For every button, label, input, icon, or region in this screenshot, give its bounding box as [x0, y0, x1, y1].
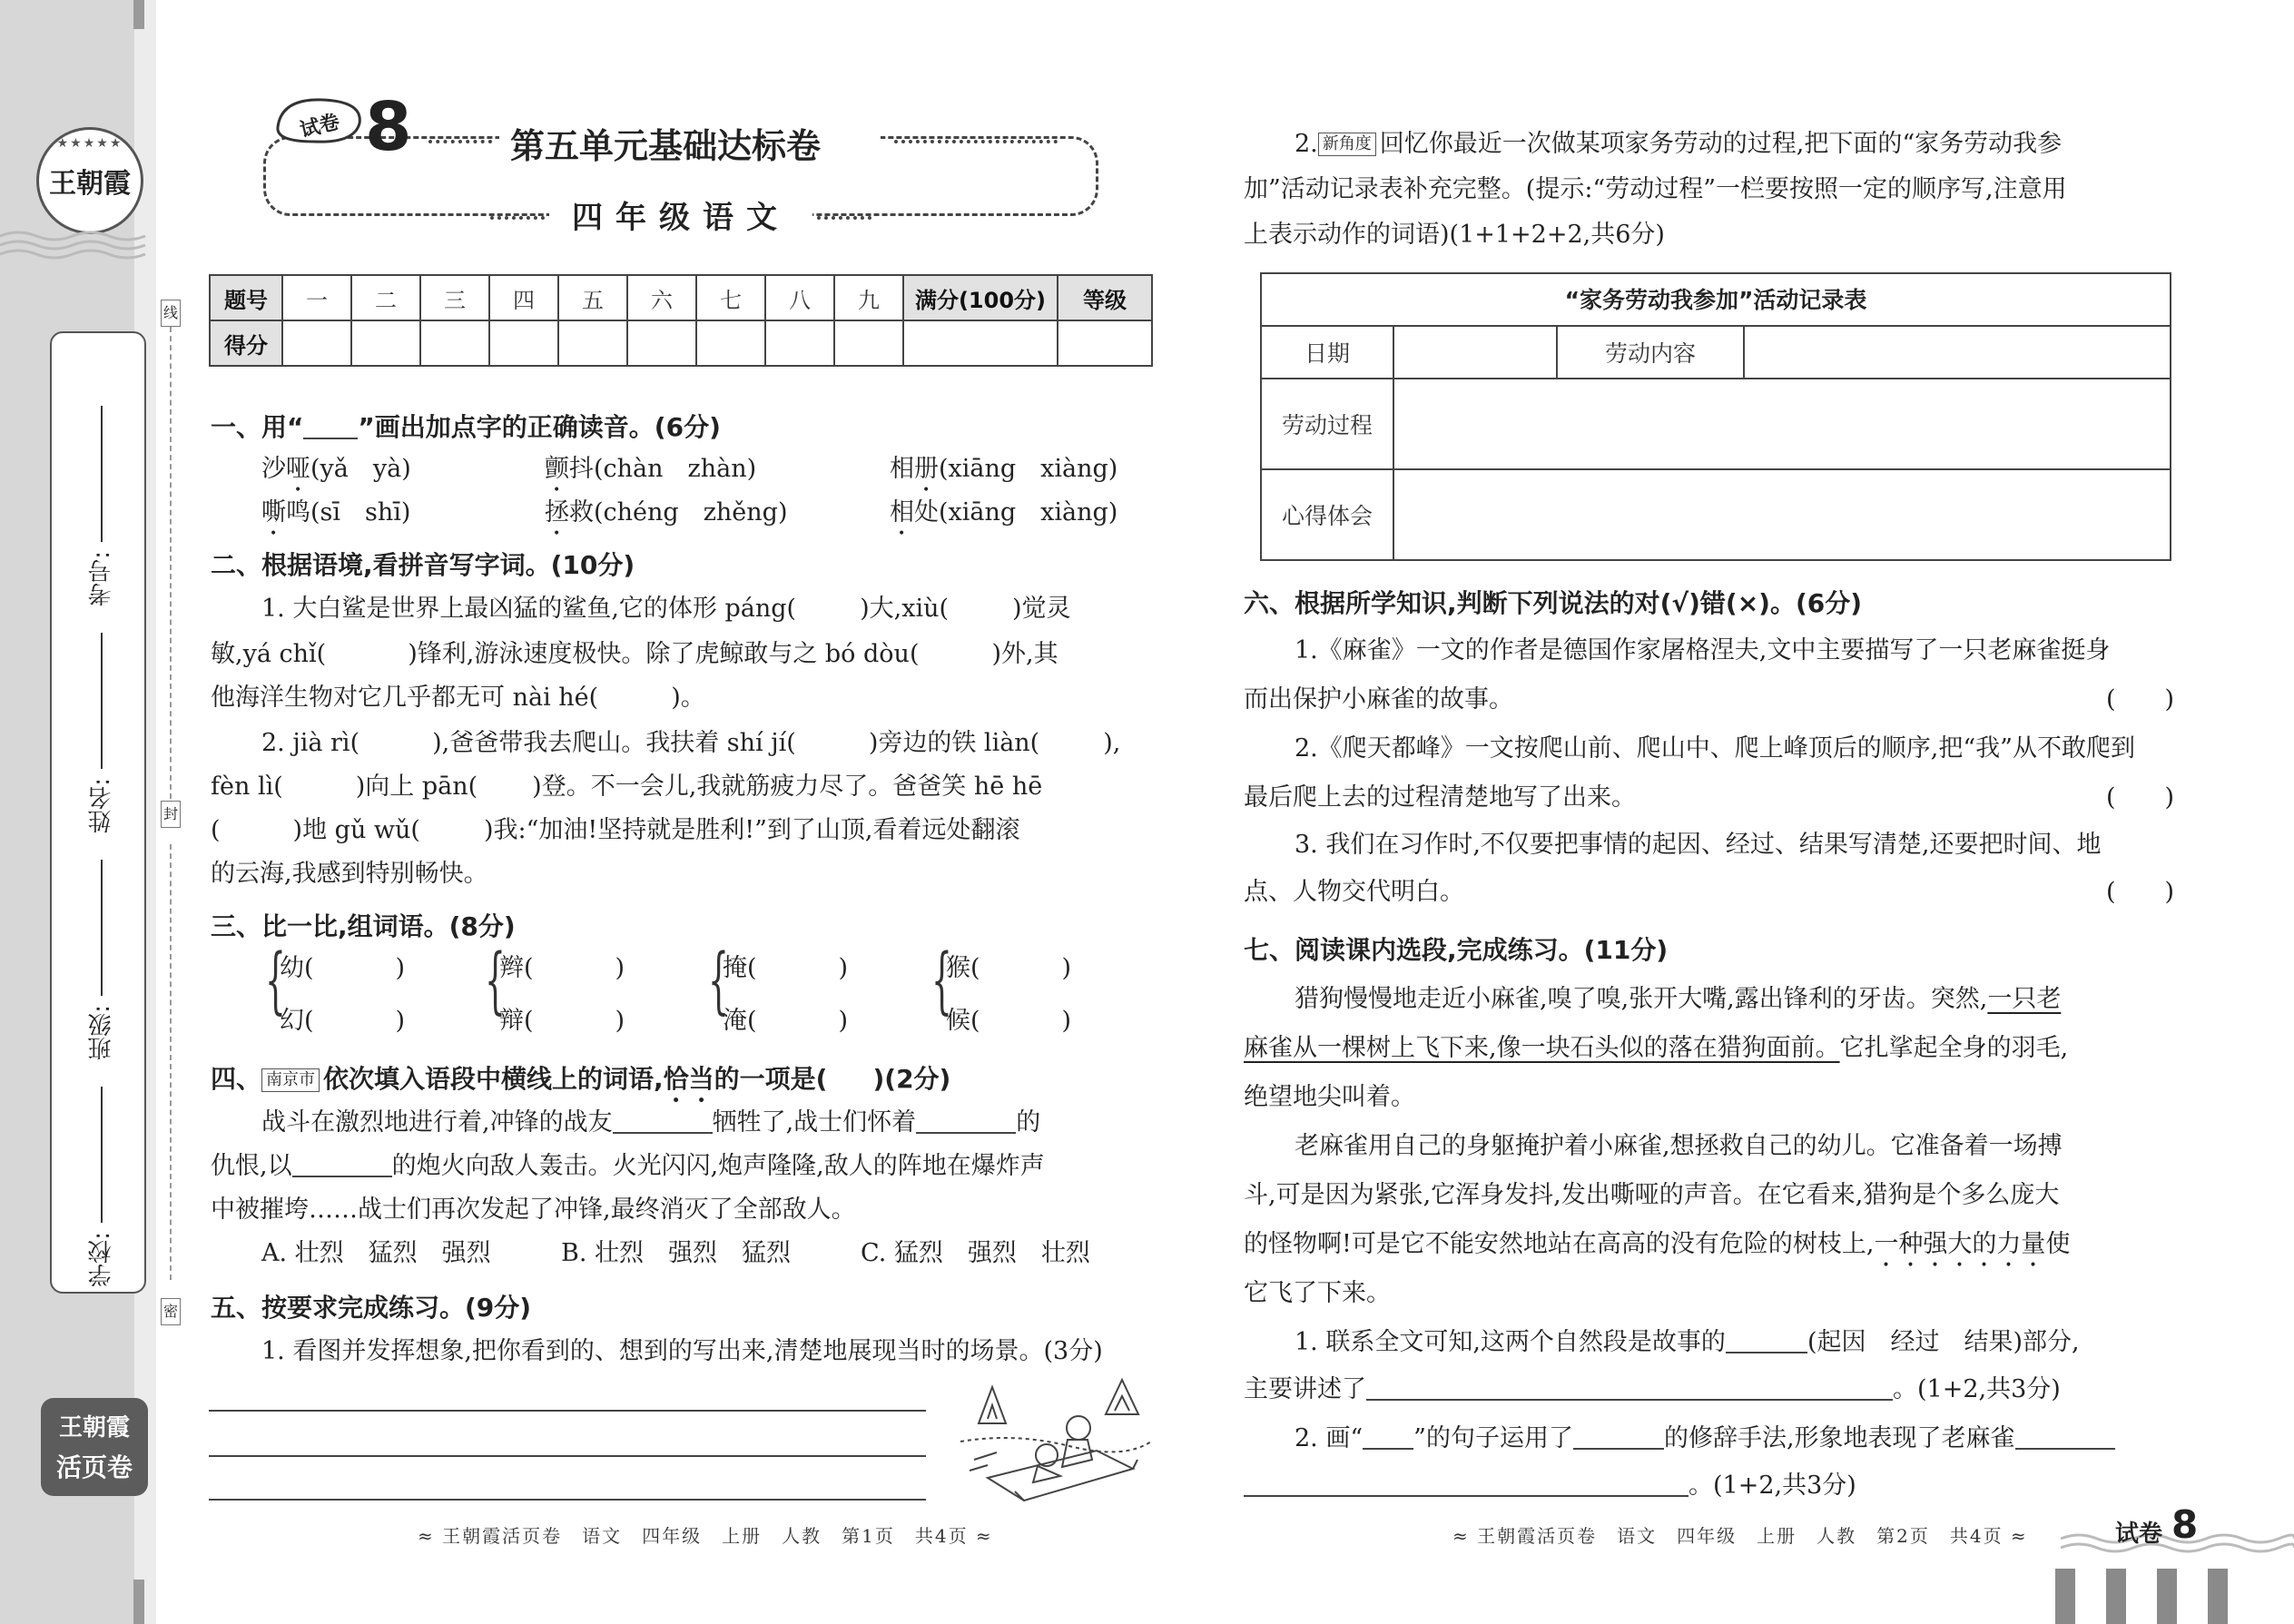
q3-close: ) — [1061, 1007, 1072, 1035]
q2-line — [211, 770, 1042, 804]
q3-heading: 三、比一比,组词语。(8分) — [211, 911, 516, 941]
q7-text: 的怪物啊!可是它不能安然地站在高高的没有危险的树枝上, — [1244, 1230, 1875, 1258]
q7-passage-line: 绝望地尖叫着。 — [1244, 1083, 1415, 1111]
class-label: 班级: — [88, 1005, 115, 1060]
q2-text: 2. jià rì( — [261, 729, 360, 757]
brace-icon: { — [264, 938, 286, 1022]
q7-question-1 — [1295, 1325, 2080, 1360]
q3-char: 幻( — [280, 1007, 314, 1035]
q4-line — [261, 1106, 1040, 1140]
fill-line[interactable] — [916, 1108, 1016, 1134]
q4-text: 战斗在激烈地进行着,冲锋的战友 — [261, 1108, 613, 1137]
q7-passage-line: 老麻雀用自己的身躯掩护着小麻雀,想拯救自己的幼儿。它准备着一场搏 — [1295, 1132, 2063, 1160]
q3-word-slot[interactable] — [499, 1004, 625, 1038]
score-header-cell: 八 — [765, 275, 834, 320]
record-row-reflection — [1262, 470, 2170, 559]
q7-text: 主要讲述了 — [1244, 1375, 1366, 1403]
rt-q2-line2: 加”活动记录表补充完整。(提示:“劳动过程”一栏要按照一定的顺序写,注意用 — [1244, 175, 2067, 203]
seal-mark-line: 线 — [161, 300, 181, 327]
q3-char: 幼( — [280, 954, 314, 982]
q1-item-pinyin: (xiāng xiàng) — [939, 455, 1118, 483]
q4-text: 的炮火向敌人轰击。火光闪闪,炮声隆隆,敌人的阵地在爆炸声 — [391, 1152, 1045, 1180]
q2-line — [211, 681, 705, 715]
q3-char: 猴( — [946, 954, 980, 982]
q7-text: (起因 经过 结果)部分, — [1807, 1328, 2080, 1356]
q3-close: ) — [838, 954, 849, 982]
q3-word-slot[interactable] — [280, 1004, 405, 1038]
subtitle-dots-left — [490, 216, 545, 220]
q7-text: 1. 联系全文可知,这两个自然段是故事的 — [1295, 1328, 1726, 1356]
q4-heading-b: 的一项是( — [714, 1064, 828, 1094]
reflection-label: 心得体会 — [1262, 470, 1394, 559]
q6-item3-line2: 点、人物交代明白。 — [1244, 878, 1464, 906]
q7-passage-line — [1295, 982, 2061, 1017]
q1-item-dotted: 拯 — [545, 498, 569, 527]
underline-sample — [303, 414, 358, 439]
score-header-cell: 四 — [489, 275, 558, 320]
q5-item1: 1. 看图并发挥想象,把你看到的、想到的写出来,清楚地展现当时的场景。(3分) — [261, 1337, 1103, 1365]
q1-heading-pre: 一、用“ — [211, 412, 304, 442]
activity-record-table — [1260, 272, 2171, 561]
exam-number-line — [101, 406, 103, 542]
q3-char: 掩( — [723, 954, 757, 982]
score-header-cell: 六 — [627, 275, 696, 320]
judge-blank[interactable]: ( ) — [2106, 685, 2175, 714]
content-input[interactable] — [1745, 327, 2170, 378]
score-input-cell[interactable] — [627, 320, 696, 366]
score-header-cell: 等级 — [1058, 275, 1152, 320]
q4-line: 中被摧垮……战士们再次发起了冲锋,最终消灭了全部敌人。 — [211, 1196, 856, 1224]
record-row-process — [1262, 379, 2170, 470]
reflection-input[interactable] — [1394, 470, 2170, 559]
writing-line[interactable] — [209, 1499, 926, 1501]
seal-mark-seal: 封 — [161, 801, 181, 828]
q3-word-slot[interactable] — [723, 951, 848, 986]
school-line — [101, 1087, 103, 1223]
fill-line[interactable] — [1573, 1424, 1664, 1450]
q2-text: )旁边的铁 liàn( — [868, 729, 1040, 757]
q4-option-a[interactable]: A. 壮烈 猛烈 强烈 — [261, 1239, 491, 1267]
brace-icon: { — [484, 938, 506, 1022]
q2-line — [211, 813, 1019, 848]
score-input-cell[interactable] — [765, 320, 834, 366]
date-label: 日期 — [1262, 327, 1394, 378]
q3-word-slot[interactable] — [946, 951, 1071, 986]
score-header-cell: 九 — [834, 275, 903, 320]
strip-mark-bottom — [133, 1580, 144, 1624]
q4-heading-pre: 四、 — [211, 1064, 262, 1094]
q1-item-dotted: 相 — [890, 498, 914, 527]
sledding-illustration-icon — [960, 1369, 1151, 1505]
q2-heading: 二、根据语境,看拼音写字词。(10分) — [211, 550, 635, 580]
exam-number-field[interactable] — [52, 388, 148, 624]
writing-line[interactable] — [209, 1410, 926, 1412]
title-dots-right — [894, 140, 1058, 143]
rt-q2-line1 — [1295, 127, 2062, 162]
q2-text: ),爸爸带我去爬山。我扶着 shí jí( — [432, 729, 796, 757]
q3-close: ) — [615, 954, 625, 982]
q4-option-b[interactable]: B. 壮烈 强烈 猛烈 — [561, 1239, 792, 1267]
name-label: 姓名: — [88, 778, 115, 833]
q3-word-slot[interactable] — [946, 1004, 1071, 1038]
q6-item1-line2: 而出保护小麻雀的故事。 — [1244, 685, 1513, 714]
q4-heading-dotted: 恰当 — [663, 1064, 714, 1094]
score-input-cell[interactable] — [489, 320, 558, 366]
q1-item[interactable] — [890, 452, 1117, 497]
q1-item-pinyin: 鸣(sī shī) — [286, 498, 411, 527]
q2-text: )地 gǔ wǔ( — [292, 816, 420, 844]
q7-text: ”的句子运用了 — [1413, 1424, 1573, 1452]
score-row-label: 得分 — [210, 320, 282, 366]
judge-blank[interactable]: ( ) — [2106, 878, 2175, 906]
q1-item[interactable] — [545, 496, 788, 541]
score-table-header-row — [210, 275, 1152, 320]
score-header-cell: 七 — [696, 275, 765, 320]
rt-q2-text: 回忆你最近一次做某项家务劳动的过程,把下面的“家务劳动我参 — [1379, 130, 2063, 158]
q3-char: 辫( — [499, 954, 534, 982]
q3-close: ) — [615, 1007, 625, 1035]
exam-number: 8 — [365, 88, 412, 166]
wave-decoration-icon — [0, 227, 156, 263]
rt-q2-num: 2. — [1295, 130, 1318, 158]
score-table — [209, 274, 1153, 367]
score-header-cell: 二 — [351, 275, 420, 320]
q1-item-text: 沙 — [261, 455, 286, 483]
q4-text: 的 — [1016, 1108, 1041, 1137]
content-label: 劳动内容 — [1558, 327, 1745, 378]
q6-item1-line1: 1.《麻雀》一文的作者是德国作家屠格涅夫,文中主要描写了一只老麻雀挺身 — [1295, 636, 2111, 664]
subtitle-dots-right — [817, 216, 871, 220]
q6-heading: 六、根据所学知识,判断下列说法的对(√)错(×)。(6分) — [1244, 588, 1863, 618]
score-input-cell[interactable] — [351, 320, 420, 366]
student-info-box — [50, 331, 146, 1294]
footer-left: ≈ 王朝霞活页卷 语文 四年级 上册 人教 第1页 共4页 ≈ — [418, 1525, 993, 1547]
q2-text: )大,xiù( — [860, 595, 950, 623]
seal-dashed-line — [170, 844, 172, 1280]
page-title: 第五单元基础达标卷 — [499, 118, 881, 168]
score-header-cell: 三 — [420, 275, 489, 320]
q1-heading — [211, 410, 721, 445]
q6-item3-line1: 3. 我们在习作时,不仅要把事情的起因、经过、结果写清楚,还要把时间、地 — [1295, 831, 2102, 859]
class-field[interactable] — [52, 842, 148, 1078]
q1-item[interactable] — [261, 452, 411, 497]
q3-char: 候( — [946, 1007, 980, 1035]
q7-dotted-phrase: 一种强大的力量 — [1874, 1230, 2046, 1258]
q2-text: )外,其 — [991, 640, 1058, 668]
writing-line[interactable] — [209, 1455, 926, 1457]
score-input-cell[interactable] — [903, 320, 1058, 366]
q3-close: ) — [1061, 954, 1072, 982]
q2-line: 的云海,我感到特别畅快。 — [211, 860, 488, 888]
q3-word-slot[interactable] — [723, 1004, 848, 1038]
q1-item[interactable] — [890, 496, 1117, 541]
page-subtitle: 四年级语文 — [549, 192, 812, 237]
score-header-cell: 满分(100分) — [903, 275, 1058, 320]
score-table-score-row — [210, 320, 1152, 366]
q7-passage-line: 斗,可是因为紧张,它浑身发抖,发出嘶哑的声音。在它看来,猎狗是个多么庞大 — [1244, 1181, 2060, 1209]
q7-passage-line — [1244, 1227, 2070, 1273]
q1-item-dotted: 颤 — [545, 455, 569, 483]
logo-text: 王朝霞 — [49, 168, 131, 200]
rt-q2-line3: 上表示动作的词语)(1+1+2+2,共6分) — [1244, 221, 1665, 249]
record-table-title: “家务劳动我参加”活动记录表 — [1262, 274, 2170, 327]
q7-text: 2. 画“ — [1295, 1424, 1364, 1452]
bottom-bar-mark — [2157, 1569, 2177, 1624]
q2-line — [261, 592, 1071, 626]
q1-item-pinyin: 处(xiāng xiàng) — [914, 498, 1118, 527]
q7-underlined-sentence: 麻雀从一棵树上飞下来,像一块石头似的落在猎狗面前。 — [1244, 1034, 1840, 1062]
q7-question-2 — [1295, 1422, 2115, 1456]
q2-text: 他海洋生物对它几乎都无可 nài hé( — [211, 684, 599, 712]
bottom-bar-mark — [2106, 1569, 2126, 1624]
q1-item[interactable] — [261, 496, 410, 541]
name-line — [101, 633, 103, 769]
q3-char: 辩( — [499, 1007, 534, 1035]
score-header-cell: 五 — [558, 275, 627, 320]
score-input-cell[interactable] — [420, 320, 489, 366]
q7-text: 的修辞手法,形象地表现了老麻雀 — [1663, 1424, 2015, 1452]
date-input[interactable] — [1394, 327, 1558, 378]
process-label: 劳动过程 — [1262, 379, 1394, 468]
q4-line — [211, 1149, 1045, 1184]
q2-text: )我:“加油!坚持就是胜利!”到了山顶,看着远处翻滚 — [483, 816, 1020, 844]
bottom-bar-mark — [2055, 1569, 2075, 1624]
q6-item2-line2: 最后爬上去的过程清楚地写了出来。 — [1244, 783, 1636, 812]
q4-heading — [211, 1062, 950, 1108]
region-tag: 南京市 — [261, 1068, 320, 1092]
exam-number-label: 考号: — [88, 551, 115, 606]
score-header-cell: 题号 — [210, 275, 282, 320]
q7-text: 。(1+2,共3分) — [1689, 1471, 1856, 1500]
logo-bottom-line1: 王朝霞 — [58, 1414, 130, 1442]
seal-dashed-line — [170, 327, 172, 799]
school-label: 学校: — [88, 1232, 115, 1287]
q3-close: ) — [395, 1007, 406, 1035]
q4-text: 仇恨,以 — [211, 1152, 292, 1180]
q2-text: )锋利,游泳速度极快。除了虎鲸敢与之 bó dòu( — [408, 640, 920, 668]
q1-item-dotted: 嘶 — [261, 498, 286, 527]
page-badge — [2061, 1502, 2294, 1557]
q1-heading-post: ”画出加点字的正确读音。(6分) — [358, 412, 721, 442]
q4-text: 牺牲了,战士们怀着 — [712, 1108, 917, 1137]
q7-text: 它扎挲起全身的羽毛, — [1839, 1034, 2069, 1062]
score-input-cell[interactable] — [1058, 320, 1152, 366]
fill-line[interactable] — [1726, 1328, 1807, 1353]
fill-line[interactable] — [613, 1108, 713, 1134]
score-input-cell[interactable] — [558, 320, 627, 366]
score-header-cell: 一 — [282, 275, 351, 320]
q2-text: 敏,yá chǐ( — [211, 640, 327, 668]
logo-stars: ★★★★★ — [56, 136, 123, 151]
q2-text: )觉灵 — [1012, 595, 1071, 623]
q2-text: ), — [1103, 729, 1121, 757]
q2-text: )。 — [671, 684, 705, 712]
school-field[interactable] — [52, 1068, 148, 1304]
name-field[interactable] — [52, 615, 148, 851]
underline-sample — [1363, 1424, 1413, 1450]
bottom-bar-mark — [2208, 1569, 2228, 1624]
q7-text: 。(1+2,共3分) — [1893, 1375, 2061, 1403]
q1-item-text: 相 — [890, 455, 914, 483]
q1-item-pinyin: (yǎ yà) — [310, 455, 411, 483]
class-line — [101, 860, 103, 996]
process-input[interactable] — [1394, 379, 2170, 468]
q4-heading-a: 依次填入语段中横线上的词语, — [323, 1064, 664, 1094]
fill-line[interactable] — [292, 1152, 392, 1177]
brace-icon: { — [707, 938, 729, 1022]
seal-mark-secret: 密 — [161, 1298, 181, 1325]
q4-heading-c: )(2分) — [872, 1064, 951, 1094]
q7-question-1-cont — [1244, 1373, 2061, 1407]
q4-option-c[interactable]: C. 猛烈 强烈 壮烈 — [861, 1239, 1090, 1267]
badge-label: 试卷 — [2115, 1521, 2163, 1548]
score-input-cell[interactable] — [834, 320, 903, 366]
q2-text: 1. 大白鲨是世界上最凶猛的鲨鱼,它的体形 páng( — [261, 595, 797, 623]
q2-text: )向上 pān( — [355, 773, 478, 801]
q1-item-dotted: 哑 — [286, 455, 310, 483]
q7-heading: 七、阅读课内选段,完成练习。(11分) — [1244, 935, 1669, 965]
q1-item-pinyin: 抖(chàn zhàn) — [569, 455, 757, 483]
record-row-date — [1262, 327, 2170, 379]
q3-word-slot[interactable] — [499, 951, 625, 986]
q3-close: ) — [395, 954, 406, 982]
judge-blank[interactable]: ( ) — [2106, 783, 2175, 812]
q7-passage-line — [1244, 1031, 2068, 1066]
score-input-cell[interactable] — [696, 320, 765, 366]
fill-line[interactable] — [1366, 1375, 1893, 1401]
publisher-logo-bottom — [41, 1398, 148, 1496]
q3-word-slot[interactable] — [280, 951, 405, 986]
q2-line — [261, 726, 1120, 761]
q2-text: ( — [211, 816, 221, 844]
q1-item-pinyin: 救(chéng zhěng) — [569, 498, 788, 527]
brace-icon: { — [930, 938, 952, 1022]
badge-number: 8 — [2171, 1502, 2199, 1547]
q7-passage-line: 它飞了下来。 — [1244, 1279, 1391, 1307]
q2-line — [211, 637, 1058, 672]
q7-underlined-sentence: 一只老 — [1987, 985, 2062, 1013]
strip-mark-top — [133, 0, 144, 29]
fill-line[interactable] — [1244, 1471, 1689, 1497]
q1-item-dotted: 册 — [914, 455, 939, 483]
logo-bottom-line2: 活页卷 — [55, 1452, 133, 1482]
q3-close: ) — [838, 1007, 849, 1035]
score-input-cell[interactable] — [282, 320, 351, 366]
q6-item2-line1: 2.《爬天都峰》一文按爬山前、爬山中、爬上峰顶后的顺序,把“我”从不敢爬到 — [1295, 734, 2135, 763]
fill-line[interactable] — [2015, 1424, 2115, 1450]
new-angle-tag: 新角度 — [1318, 133, 1376, 156]
q2-text: fèn lì( — [211, 773, 283, 801]
exam-tag-label: 试卷 — [298, 110, 342, 143]
q7-question-2-cont — [1244, 1469, 1856, 1503]
q7-text: 猎狗慢慢地走近小麻雀,嗅了嗅,张开大嘴,露出锋利的牙齿。突然, — [1295, 985, 1988, 1013]
title-dots-left — [428, 140, 492, 143]
q2-text: )登。不一会儿,我就筋疲力尽了。爸爸笑 hē hē — [532, 773, 1043, 801]
q3-char: 淹( — [723, 1007, 757, 1035]
footer-right: ≈ 王朝霞活页卷 语文 四年级 上册 人教 第2页 共4页 ≈ — [1452, 1525, 2028, 1547]
q5-heading: 五、按要求完成练习。(9分) — [211, 1293, 532, 1323]
q1-item[interactable] — [545, 452, 756, 497]
q7-text: 使 — [2045, 1230, 2071, 1258]
